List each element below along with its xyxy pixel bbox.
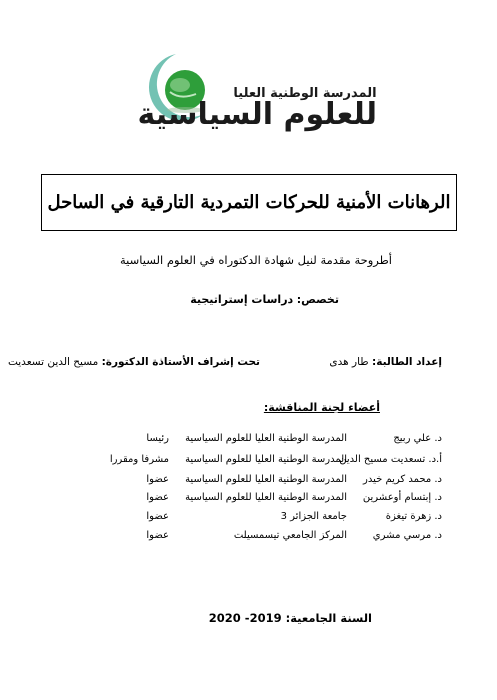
- committee-member-role: عضوا: [146, 530, 169, 541]
- prepared-by-name: طار هدى: [329, 356, 369, 368]
- supervisor-name: مسيح الدين تسعديت: [7, 356, 99, 368]
- thesis-subtitle: أطروحة مقدمة لنيل شهادة الدكتوراه في العلوم السياسية: [120, 253, 392, 267]
- committee-member-name: د. زهرة تيغزة: [385, 511, 442, 522]
- specialty-value: دراسات إستراتيجية: [190, 293, 294, 306]
- committee-member-role: عضوا: [146, 474, 169, 485]
- supervisor-line: [8, 356, 260, 368]
- committee-member-role: رئيسا: [146, 433, 169, 444]
- committee-member-institution: المدرسة الوطنية العليا للعلوم السياسية: [185, 474, 347, 485]
- school-logo: [130, 40, 380, 140]
- logo-school-name: للعلوم السياسية: [137, 97, 377, 132]
- academic-year-label: السنة الجامعية:: [285, 611, 372, 625]
- committee-member-role: عضوا: [146, 511, 169, 522]
- committee-member-name: د. إبتسام أوعشرين: [362, 492, 442, 503]
- logo-org-text: المدرسة الوطنية العليا: [233, 86, 377, 101]
- prepared-by-label: إعداد الطالبة:: [372, 356, 442, 368]
- thesis-title: الرهانات الأمنية للحركات التمردية التارقية في الساحل: [47, 192, 451, 213]
- specialty-label: تخصص:: [296, 293, 339, 306]
- academic-year-value: 2019- 2020: [208, 611, 282, 625]
- committee-member-institution: المدرسة الوطنية العليا للعلوم السياسية: [185, 433, 347, 444]
- committee-member-role: مشرفا ومقررا: [109, 454, 169, 465]
- academic-year-line: [209, 611, 372, 625]
- prepared-by-line: [329, 356, 442, 368]
- specialty-line: [190, 293, 339, 306]
- committee-member-name: أ.د. تسعديت مسيح الدين: [339, 454, 442, 465]
- committee-title: أعضاء لجنة المناقشة:: [263, 401, 380, 414]
- committee-member-role: عضوا: [146, 492, 169, 503]
- supervisor-label: تحت إشراف الأستاذة الدكتورة:: [101, 356, 260, 368]
- committee-member-institution: المدرسة الوطنية العليا للعلوم السياسية: [185, 454, 347, 465]
- committee-member-name: د. علي ربيج: [393, 433, 442, 444]
- committee-member-institution: جامعة الجزائر 3: [280, 511, 347, 522]
- thesis-title-box: [41, 174, 457, 231]
- committee-member-institution: المركز الجامعي تيسمسيلت: [233, 530, 347, 541]
- committee-member-name: د. محمد كريم خيدر: [362, 474, 442, 485]
- committee-member-institution: المدرسة الوطنية العليا للعلوم السياسية: [185, 492, 347, 503]
- committee-member-name: د. مرسي مشري: [372, 530, 442, 541]
